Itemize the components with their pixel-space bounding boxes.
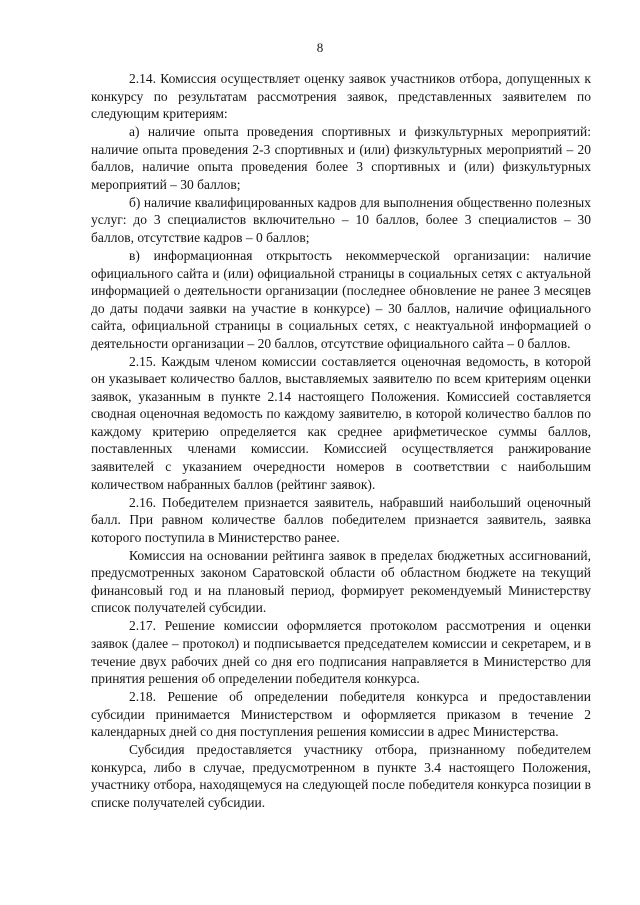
- page-number: 8: [316, 40, 324, 55]
- paragraph-2-18: 2.18. Решение об определении победителя конкурса и предоставлении субсидии принимается Министерством и оформляется приказом в течение 2 календарных дней со дня поступления решения комиссии в адрес Министерства.: [91, 689, 591, 740]
- paragraph-2-15: 2.15. Каждым членом комиссии составляется оценочная ведомость, в которой он указывает количество баллов, выставляемых заявителю по всем критериям оценки заявок, указанным в пункте 2.14 настоящего Положения. Комиссией составляется сводная оценочная ведомость по каждому заявителю, в которой количество баллов по каждому критерию определяется как среднее арифметическое суммы баллов, поставленных членами комиссии. Комиссией осуществляется ранжирование заявителей с указанием очередности номеров в соответствии с наибольшим количеством набранных баллов (рейтинг заявок).: [91, 353, 591, 492]
- paragraph-2-16: 2.16. Победителем признается заявитель, набравший наибольший оценочный балл. При равном количестве баллов победителем признается заявитель, заявка которого поступила в Министерство ранее.: [91, 494, 591, 545]
- paragraph-criterion-a: а) наличие опыта проведения спортивных и физкультурных мероприятий: наличие опыта проведения 2-3 спортивных и (или) физкультурных мероприятий – 20 баллов, наличие опыта проведения более 3 спортивных и (или) физкультурных мероприятий – 30 баллов;: [91, 124, 591, 192]
- paragraph-subsidy-provision: Субсидия предоставляется участнику отбора, признанному победителем конкурса, либо в случае, предусмотренном в пункте 3.4 настоящего Положения, участнику отбора, находящемуся на следующей после победителя конкурса позиции в списке получателей субсидии.: [91, 742, 591, 810]
- paragraph-criterion-b: б) наличие квалифицированных кадров для выполнения общественно полезных услуг: до 3 специалистов включительно – 10 баллов, более 3 специалистов – 30 баллов, отсутствие кадров – 0 баллов;: [91, 194, 591, 245]
- paragraph-2-14: 2.14. Комиссия осуществляет оценку заявок участников отбора, допущенных к конкурсу по результатам рассмотрения заявок, представленных заявителем по следующим критериям:: [91, 71, 591, 122]
- paragraph-2-17: 2.17. Решение комиссии оформляется протоколом рассмотрения и оценки заявок (далее – протокол) и подписывается председателем комиссии и секретарем, и в течение двух рабочих дней со дня его подписания направляется в Министерство для принятия решения об определении победителя конкурса.: [91, 618, 591, 687]
- paragraph-criterion-c: в) информационная открытость некоммерческой организации: наличие официального сайта и (или) официальной страницы в социальных сетях с актуальной информацией о деятельности организации (последнее обновление не ранее 3 месяцев до даты подачи заявки на участие в конкурсе) – 30 баллов, наличие официального сайта, официальной страницы в социальных сетях, с неактуальной информацией о деятельности организации – 20 баллов, отсутствие официального сайта – 0 баллов.: [91, 247, 591, 351]
- paragraph-commission-rating: Комиссия на основании рейтинга заявок в пределах бюджетных ассигнований, предусмотренных законом Саратовской области об областном бюджете на текущий финансовый год и на плановый период, формирует рекомендуемый Министерству список получателей субсидии.: [91, 547, 591, 616]
- document-body: [91, 70, 591, 811]
